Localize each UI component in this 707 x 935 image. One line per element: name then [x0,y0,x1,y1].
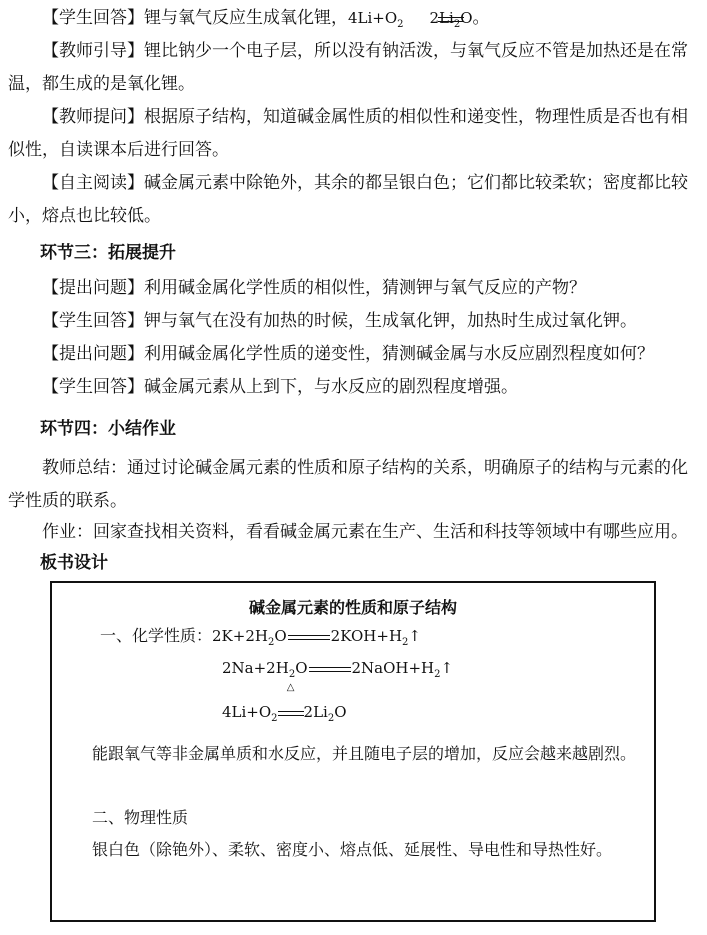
equals-sign [309,667,351,672]
eq-part: O [460,9,473,27]
text: 利用碱金属化学性质的递变性，猜测碱金属与水反应剧烈程度如何？ [144,344,654,364]
eq-part: 2Na+2H [222,659,289,677]
period: 。 [472,8,490,28]
equals-sign [288,635,330,640]
text: 碱金属元素从上到下，与水反应的剧烈程度增强。 [144,377,518,397]
chem-conclusion: 能跟氧气等非金属单质和水反应，并且随电子层的增加，反应会越来越剧烈。 [92,744,637,763]
gas-arrow-icon: ↑ [408,627,421,645]
phys-properties-text: 银白色（除铯外）、柔软、密度小、熔点低、延展性、导电性和导热性好。 [92,840,613,859]
qa-item [42,305,702,338]
heat-sign [404,2,430,35]
eq-part: 4Li+O [348,9,398,27]
tag: 【学生回答】 [42,377,144,397]
teacher-summary: 教师总结：通过讨论碱金属元素的性质和原子结构的关系，明确原子的结构与元素的化学性质的联系。 [8,458,688,511]
text: 钾与氧气在没有加热的时候，生成氧化钾，加热时生成过氧化钾。 [144,311,637,331]
delta-icon: △ [286,682,295,693]
qa-item [42,272,702,305]
eq-sub: 2 [397,19,404,30]
text: 锂比钠少一个电子层，所以没有钠活泼，与氧气反应不管是加热还是在常温，都生成的是氧化锂。 [8,41,688,94]
tag: 【学生回答】 [42,311,144,331]
eq-part: O [274,627,287,645]
text: 锂与氧气反应生成氧化锂， [144,8,348,28]
eq-sub: 2 [271,713,278,724]
eq-sub: 2 [402,637,409,648]
text: 利用碱金属化学性质的相似性，猜测钾与氧气反应的产物？ [144,278,586,298]
section-4-heading: 环节四：小结作业 [40,419,176,439]
qa-item [42,371,702,404]
gas-arrow-icon: ↑ [440,659,454,677]
homework: 作业：回家查找相关资料，看看碱金属元素在生产、生活和科技等领域中有哪些应用。 [42,522,688,542]
eq-sub: 2 [327,713,335,724]
board-title: 碱金属元素的性质和原子结构 [248,598,457,617]
eq-part: 2KOH+H [330,627,403,645]
teacher-question [8,101,698,167]
eq-part: 2Li [429,9,454,27]
eq-sub: 2 [267,637,275,648]
section-3-heading: 环节三：拓展提升 [40,243,176,263]
double-bar [278,711,304,716]
eq-part: 2NaOH+H [351,659,435,677]
eq-sub: 2 [288,669,296,680]
phys-properties-label: 二、物理性质 [92,808,189,827]
heat-sign [278,682,304,727]
equation-k [212,627,421,648]
tag: 【教师引导】 [42,41,144,61]
board-design-box [50,581,656,922]
tag: 【提出问题】 [42,278,144,298]
equation-li-board [222,682,347,734]
tag: 【学生回答】 [42,8,144,28]
eq-part: 2Li [303,703,328,721]
eq-part: 4Li+O [222,703,272,721]
equation-li [348,9,473,30]
board-design-heading: 板书设计 [40,553,108,573]
eq-part: 2K+2H [212,627,268,645]
eq-part: O [295,659,308,677]
teacher-guide [8,35,698,101]
tag: 【教师提问】 [42,107,144,127]
qa-item [42,338,702,371]
text: 碱金属元素中除铯外，其余的都呈银白色；它们都比较柔软；密度都比较小，熔点也比较低。 [8,173,688,226]
self-reading [8,167,698,233]
eq-part: O [334,703,347,721]
tag: 【提出问题】 [42,344,144,364]
eq-sub: 2 [434,669,441,680]
text: 根据原子结构，知道碱金属性质的相似性和递变性，物理性质是否也有相似性，自读课本后进行回答。 [8,107,688,160]
double-bar [438,17,464,22]
chem-label: 一、化学性质： [100,626,213,645]
eq-sub: 2 [453,19,461,30]
tag: 【自主阅读】 [42,173,144,193]
equation-na [222,653,453,690]
